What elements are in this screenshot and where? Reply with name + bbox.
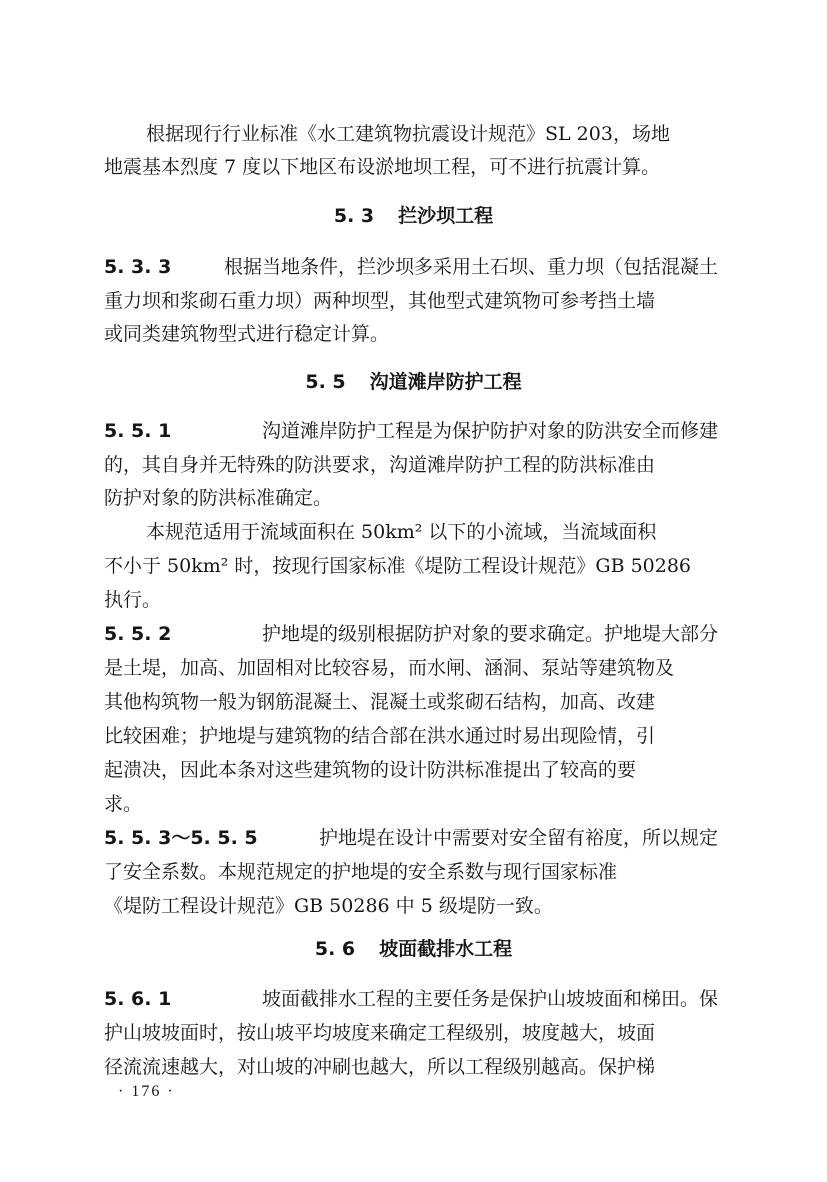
text-line bbox=[104, 481, 718, 515]
text-line bbox=[146, 117, 718, 151]
text-line bbox=[104, 150, 718, 184]
section-title: 拦沙坝工程 bbox=[398, 205, 494, 227]
text-line bbox=[104, 982, 718, 1016]
section-heading-5-3 bbox=[0, 199, 827, 233]
text: 其他构筑物一般为钢筋混凝土、混凝土或浆砌石结构，加高、改建 bbox=[104, 691, 656, 713]
text: 比较困难；护地堤与建筑物的结合部在洪水通过时易出现险情，引 bbox=[104, 725, 656, 747]
text-line bbox=[104, 719, 718, 753]
text: 重力坝和浆砌石重力坝）两种坝型，其他型式建筑物可参考挡土墙 bbox=[104, 290, 656, 312]
clause-number: 5. 5. 1 bbox=[104, 420, 172, 442]
text: 沟道滩岸防护工程是为保护防护对象的防洪安全而修建 bbox=[261, 420, 718, 442]
text-line bbox=[104, 414, 718, 448]
text-line bbox=[104, 685, 718, 719]
text-line bbox=[104, 821, 718, 855]
page-number: · 176 · bbox=[118, 1083, 175, 1100]
text-line bbox=[104, 549, 718, 583]
text-line bbox=[104, 1050, 718, 1084]
text: 防护对象的防洪标准确定。 bbox=[104, 487, 333, 509]
text: 本规范适用于流域面积在 50km² 以下的小流域，当流域面积 bbox=[146, 521, 657, 543]
text-line bbox=[104, 617, 718, 651]
text-line bbox=[104, 583, 718, 617]
section-heading-5-6 bbox=[0, 932, 827, 966]
text: 径流流速越大，对山坡的冲刷也越大，所以工程级别越高。保护梯 bbox=[104, 1056, 656, 1078]
text-line bbox=[104, 855, 718, 889]
text: 执行。 bbox=[104, 589, 162, 611]
text: 护地堤在设计中需要对安全留有裕度，所以规定 bbox=[318, 827, 718, 849]
text: 《堤防工程设计规范》GB 50286 中 5 级堤防一致。 bbox=[104, 895, 553, 917]
text-line bbox=[104, 448, 718, 482]
text: 坡面截排水工程的主要任务是保护山坡坡面和梯田。保 bbox=[261, 988, 718, 1010]
text: 了安全系数。本规范规定的护地堤的安全系数与现行国家标准 bbox=[104, 861, 618, 883]
clause-number: 5. 5. 2 bbox=[104, 623, 172, 645]
section-number: 5. 5 bbox=[305, 371, 346, 393]
text: 是土堤，加高、加固相对比较容易，而水闸、涵洞、泵站等建筑物及 bbox=[104, 657, 675, 679]
section-heading-5-5 bbox=[0, 365, 827, 399]
text-line bbox=[104, 651, 718, 685]
text-line bbox=[104, 1016, 718, 1050]
text: 起溃决，因此本条对这些建筑物的设计防洪标准提出了较高的要 bbox=[104, 759, 637, 781]
section-number: 5. 6 bbox=[314, 938, 356, 960]
text: 护山坡坡面时，按山坡平均坡度来确定工程级别，坡度越大，坡面 bbox=[104, 1022, 656, 1044]
text: 不小于 50km² 时，按现行国家标准《堤防工程设计规范》GB 50286 bbox=[104, 555, 692, 577]
text: 根据当地条件，拦沙坝多采用土石坝、重力坝（包括混凝土 bbox=[223, 256, 718, 278]
section-number: 5. 3 bbox=[333, 205, 375, 227]
text-line bbox=[104, 753, 718, 787]
text-line bbox=[104, 250, 718, 284]
text: 根据现行行业标准《水工建筑物抗震设计规范》SL 203，场地 bbox=[146, 123, 670, 145]
text: 的，其自身并无特殊的防洪要求，沟道滩岸防护工程的防洪标准由 bbox=[104, 454, 656, 476]
section-title: 坡面截排水工程 bbox=[379, 938, 513, 960]
text: 求。 bbox=[104, 793, 143, 815]
clause-number: 5. 6. 1 bbox=[104, 988, 172, 1010]
text: 或同类建筑物型式进行稳定计算。 bbox=[104, 323, 390, 345]
text: 地震基本烈度 7 度以下地区布设淤地坝工程，可不进行抗震计算。 bbox=[104, 156, 661, 178]
clause-number: 5. 5. 3～5. 5. 5 bbox=[104, 827, 258, 849]
text-line bbox=[146, 515, 718, 549]
clause-number: 5. 3. 3 bbox=[104, 256, 172, 278]
text-line bbox=[104, 889, 718, 923]
section-title: 沟道滩岸防护工程 bbox=[369, 371, 522, 393]
text: 护地堤的级别根据防护对象的要求确定。护地堤大部分 bbox=[261, 623, 718, 645]
text-line bbox=[104, 787, 718, 821]
text-line bbox=[104, 317, 718, 351]
text-line bbox=[104, 284, 718, 318]
